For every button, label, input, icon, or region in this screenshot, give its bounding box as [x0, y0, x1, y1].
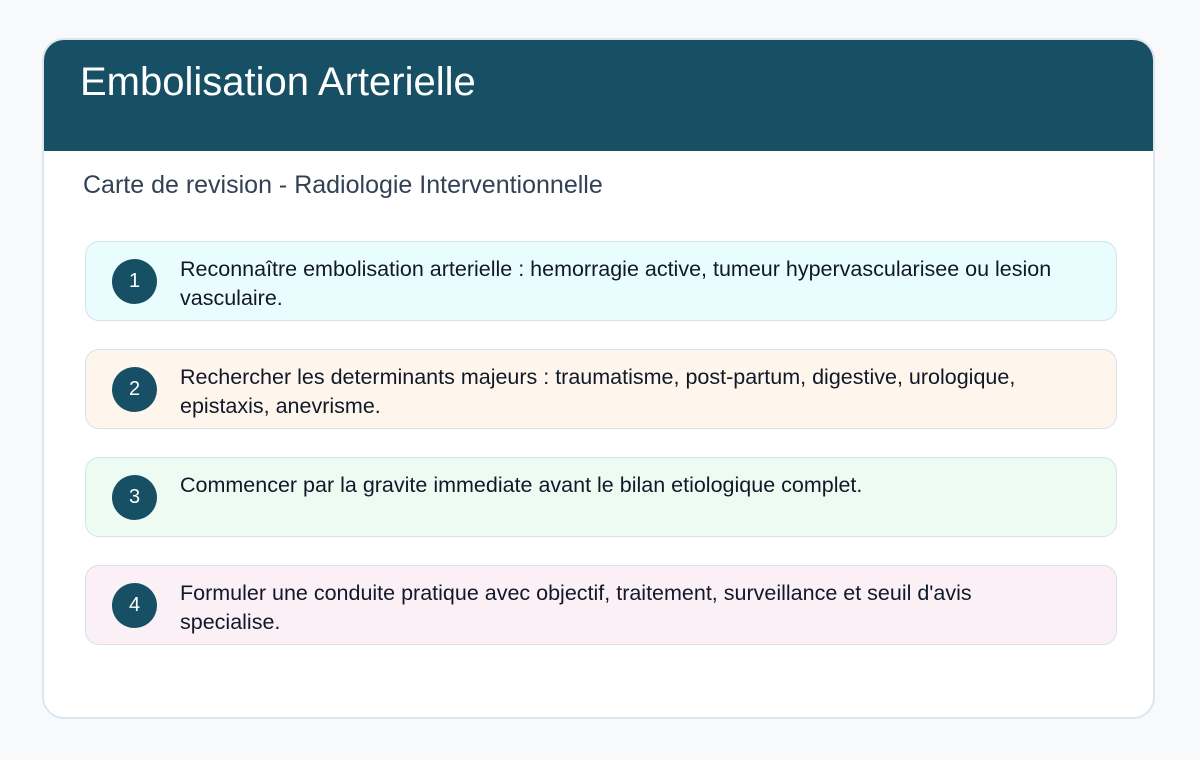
step-text: Rechercher les determinants majeurs : traumatisme, post-partum, digestive, urologique, epistaxis, anevrisme.	[180, 365, 1016, 418]
step-number-badge: 3	[112, 475, 157, 520]
step-number-badge: 1	[112, 259, 157, 304]
step-number-badge: 4	[112, 583, 157, 628]
step-item	[85, 241, 1117, 321]
step-text: Commencer par la gravite immediate avant le bilan etiologique complet.	[180, 473, 863, 497]
card-title: Embolisation Arterielle	[80, 60, 476, 104]
card-header	[44, 40, 1153, 151]
card-subtitle: Carte de revision - Radiologie Interventionnelle	[83, 171, 603, 199]
step-item	[85, 457, 1117, 537]
step-text: Reconnaître embolisation arterielle : hemorragie active, tumeur hypervascularisee ou lesion vasculaire.	[180, 257, 1052, 310]
step-item	[85, 349, 1117, 429]
step-number-badge: 2	[112, 367, 157, 412]
step-item	[85, 565, 1117, 645]
step-text: Formuler une conduite pratique avec objectif, traitement, surveillance et seuil d'avis specialise.	[180, 581, 972, 634]
steps-list	[85, 241, 1117, 673]
revision-card	[42, 38, 1155, 719]
